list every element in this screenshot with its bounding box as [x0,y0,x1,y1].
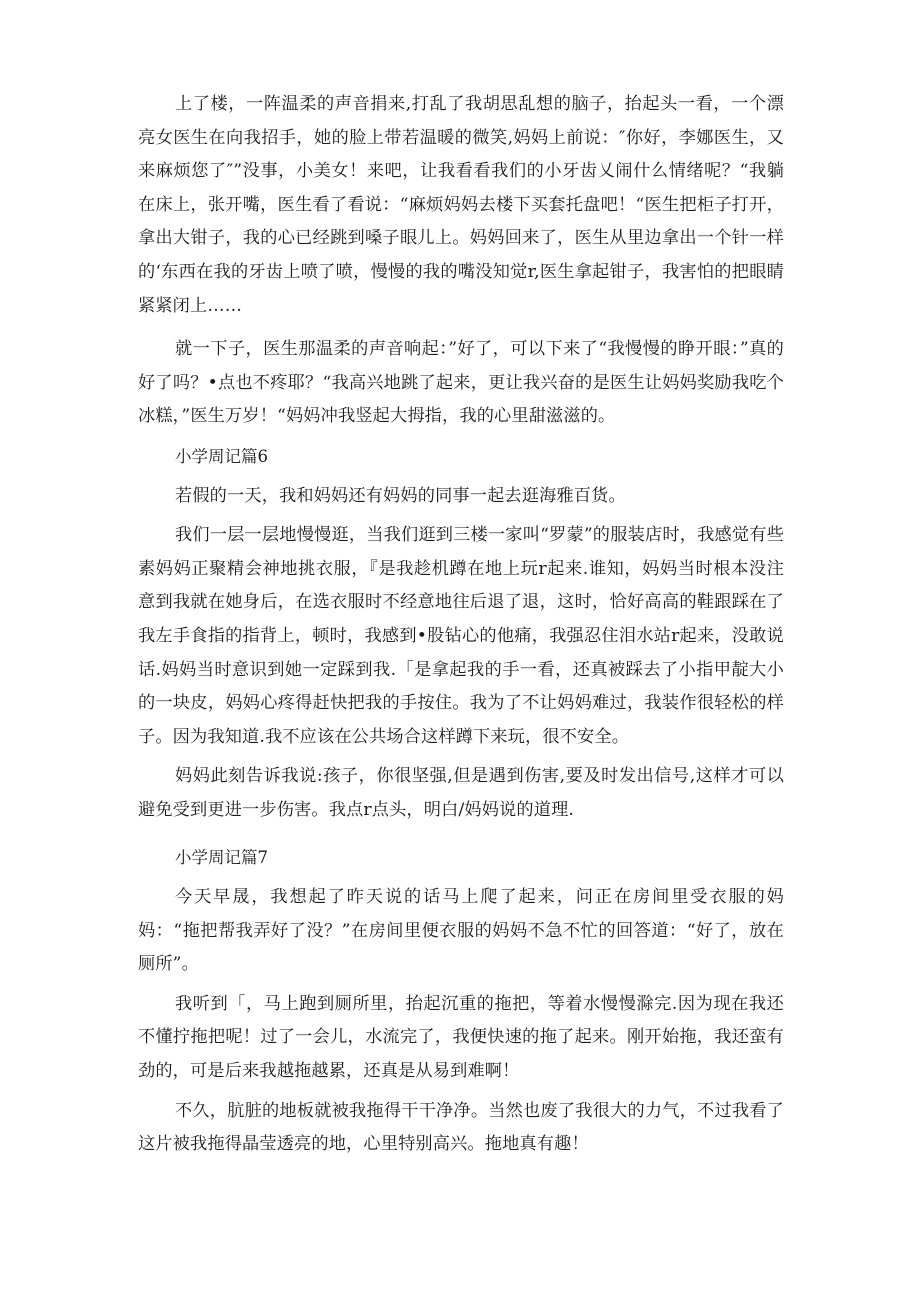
paragraph-shopping-intro: 若假的一天，我和妈妈还有妈妈的同事一起去逛海雅百货。 [175,485,626,506]
paragraph-mop-work: 我听到「，马上跑到厕所里，抬起沉重的拖把，等着水慢慢滁完.因为现在我还不懂拧拖把呢！过了一会儿，水流完了，我便快速的拖了起来。刚开始拖，我还蛮有劲的，可是后来我越拖越累，还真是从易到难啊！ [138,993,784,1082]
section-heading-7: 小学周记篇7 [175,848,268,868]
paragraph-shopping-lesson: 妈妈此刻告诉我说:孩子，你很坚强,但是遇到伤害,要及时发出信号,这样才可以避免受到更进一步伤害。我点r点头，明白/妈妈说的道理. [138,766,784,820]
paragraph-dentist-done: 就一下子，医生那温柔的声音响起：”好了，可以下来了“我慢慢的睁开眼：”真的好了吗？•点也不疼耶？“我高兴地跳了起来，更让我兴奋的是医生让妈妈奖励我吃个冰糕，”医生万岁！“妈妈冲我竖起大拇指，我的心里甜滋滋的。 [138,339,784,427]
paragraph-dentist-visit: 上了楼，一阵温柔的声音捐来,打乱了我胡思乱想的脑子，抬起头一看，一个漂亮女医生在向我招手，她的脸上带若温暖的微笑,妈妈上前说：″你好，李娜医生，又来麻烦您了″”没事，小美女！来吧，让我看看我们的小牙齿乂闹什么情绪呢？“我躺在床上，张开嘴，医生看了看说：“麻烦妈妈去楼下买套托盘吧！“医生把柜子打开，拿出大钳子，我的心已经跳到嗓子眼儿上。妈妈回来了，医生从里边拿出一个针一样的‘东西在我的牙齿上喷了喷，慢慢的我的嘴没知觉r,医生拿起钳子，我害怕的把眼睛紧紧闭上…… [138,94,784,316]
document-body [138,88,784,1162]
paragraph-shopping-story: 我们一层一层地慢慢逛，当我们逛到三楼一家叫“罗蒙”的服装店时，我感觉有些素妈妈正聚精会神地挑衣服，『是我趁机蹲在地上玩r起来.谁知，妈妈当时根本没注意到我就在她身后，在选衣服时不经意地往后退了退，这时，恰好高高的鞋跟踩在了我左手食指的指背上，顿时，我感到•股钻心的他痛，我强忍住泪水站r起来，没敢说话.妈妈当时意识到她一定踩到我.「是拿起我的手一看，还真被踩去了小指甲靛大小的一块皮，妈妈心疼得赶快把我的手按住。我为了不让妈妈难过，我装作很轻松的样子。因为我知道.我不应该在公共场合这样蹲下来玩，很不安全。 [138,525,784,747]
paragraph-mop-result: 不久，肮脏的地板就被我拖得干干净净。当然也废了我很大的力气，不过我看了这片被我拖得晶莹透亮的地，心里特别高兴。拖地真有趣！ [138,1100,784,1155]
section-heading-6: 小学周记篇6 [175,446,268,466]
paragraph-mop-morning: 今天早晟，我想起了昨天说的话马上爬了起来，问正在房间里受衣服的妈妈：“拖把帮我弄好了没？”在房间里便衣服的妈妈不急不忙的回答道：“好了，放在厕所”。 [138,887,784,975]
